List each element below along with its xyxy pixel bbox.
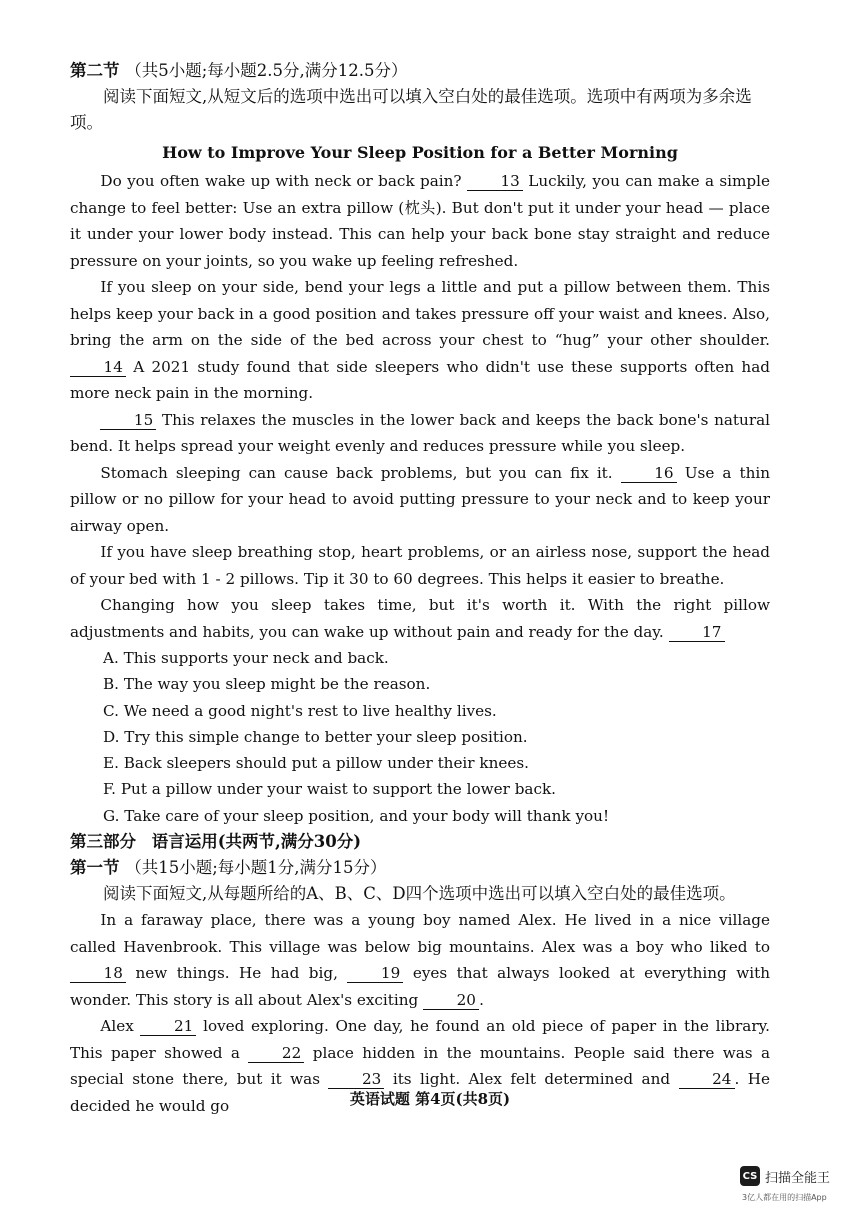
section2-heading <box>70 58 770 84</box>
blank-24: 24 <box>679 1070 735 1089</box>
section1-info: （共15小题;每小题1分,满分15分） <box>125 858 387 878</box>
section2-info: （共5小题;每小题2.5分,满分12.5分） <box>125 61 408 80</box>
part3-title: 语言运用(共两节,满分30分) <box>151 832 362 852</box>
exam-page <box>70 58 770 1119</box>
scanner-badge <box>740 1166 830 1186</box>
options-list <box>70 645 770 829</box>
article-paragraph-1: Do you often wake up with neck or back pain? 13 Luckily, you can make a simple change to feel better: Use an extra pillow (枕头). But don't put it under your head — place it under your lower body instead. This can help your back bone stay straight and reduce pressure on your joints, so you wake up feeling refreshed. <box>70 172 770 270</box>
section1-instruction: 阅读下面短文,从每题所给的A、B、C、D四个选项中选出可以填入空白处的最佳选项。 <box>103 884 736 904</box>
camscanner-logo-icon: CS <box>740 1166 760 1186</box>
story-paragraph-1: In a faraway place, there was a young boy named Alex. He lived in a nice village called Havenbrook. This village was below big mountains. Alex was a boy who liked to 18 new things. He had big, 19 eyes that always looked at everything with wonder. This story is all about Alex's exciting 20 . <box>70 911 770 1009</box>
blank-17: 17 <box>669 623 725 642</box>
option-e: E. Back sleepers should put a pillow under their knees. <box>103 754 529 773</box>
article-paragraph-6: Changing how you sleep takes time, but it's worth it. With the right pillow adjustments and habits, you can wake up without pain and ready for the day. 17 <box>70 596 770 641</box>
blank-15: 15 <box>100 411 156 430</box>
article-title: How to Improve Your Sleep Position for a Better Morning <box>162 143 678 162</box>
blank-22: 22 <box>248 1044 304 1063</box>
blank-14: 14 <box>70 358 126 377</box>
scanner-tagline: 3亿人都在用的扫描App <box>742 1193 827 1202</box>
section2-label: 第二节 <box>70 61 120 80</box>
section1-label: 第一节 <box>70 858 120 878</box>
blank-21: 21 <box>140 1017 196 1036</box>
option-c: C. We need a good night's rest to live healthy lives. <box>103 701 497 720</box>
page-footer: 英语试题 第4页(共8页) <box>349 1090 511 1108</box>
part3-label: 第三部分 <box>70 832 136 852</box>
option-g: G. Take care of your sleep position, and your body will thank you! <box>103 806 610 825</box>
scanner-app-name: 扫描全能王 <box>765 1170 831 1186</box>
option-b: B. The way you sleep might be the reason. <box>103 675 431 694</box>
blank-19: 19 <box>347 964 403 983</box>
article-paragraph-3: 15 This relaxes the muscles in the lower back and keeps the back bone's natural bend. It helps spread your weight evenly and reduces pressure while you sleep. <box>70 410 770 455</box>
article-paragraph-4: Stomach sleeping can cause back problems, but you can fix it. 16 Use a thin pillow or no pillow for your head to avoid putting pressure to your neck and to keep your airway open. <box>70 463 770 535</box>
article-paragraph-2: If you sleep on your side, bend your legs a little and put a pillow between them. This helps keep your back in a good position and takes pressure off your waist and knees. Also, bring the arm on the side of the bed across your chest to “hug” your other shoulder. 14 A 2021 study found that side sleepers who didn't use these supports often had more neck pain in the morning. <box>70 278 770 402</box>
section1-heading <box>70 855 770 881</box>
story-paragraph-2: Alex 21 loved exploring. One day, he found an old piece of paper in the library. This paper showed a 22 place hidden in the mountains. People said there was a special stone there, but it was 23 its light. Alex felt determined and 24 . He decided he would go <box>70 1017 771 1115</box>
article-paragraph-5: If you have sleep breathing stop, heart problems, or an airless nose, support the head of your bed with 1 - 2 pillows. Tip it 30 to 60 degrees. This helps it easier to breathe. <box>70 543 770 588</box>
section2-instruction: 阅读下面短文,从短文后的选项中选出可以填入空白处的最佳选项。选项中有两项为多余选项。 <box>70 87 752 132</box>
option-d: D. Try this simple change to better your sleep position. <box>103 727 528 746</box>
option-a: A. This supports your neck and back. <box>103 649 389 667</box>
option-f: F. Put a pillow under your waist to support the lower back. <box>103 780 557 799</box>
blank-20: 20 <box>423 991 479 1010</box>
blank-16: 16 <box>621 464 677 483</box>
part3-heading <box>70 829 770 855</box>
blank-23: 23 <box>328 1070 384 1089</box>
blank-13: 13 <box>467 172 523 191</box>
blank-18: 18 <box>70 964 126 983</box>
